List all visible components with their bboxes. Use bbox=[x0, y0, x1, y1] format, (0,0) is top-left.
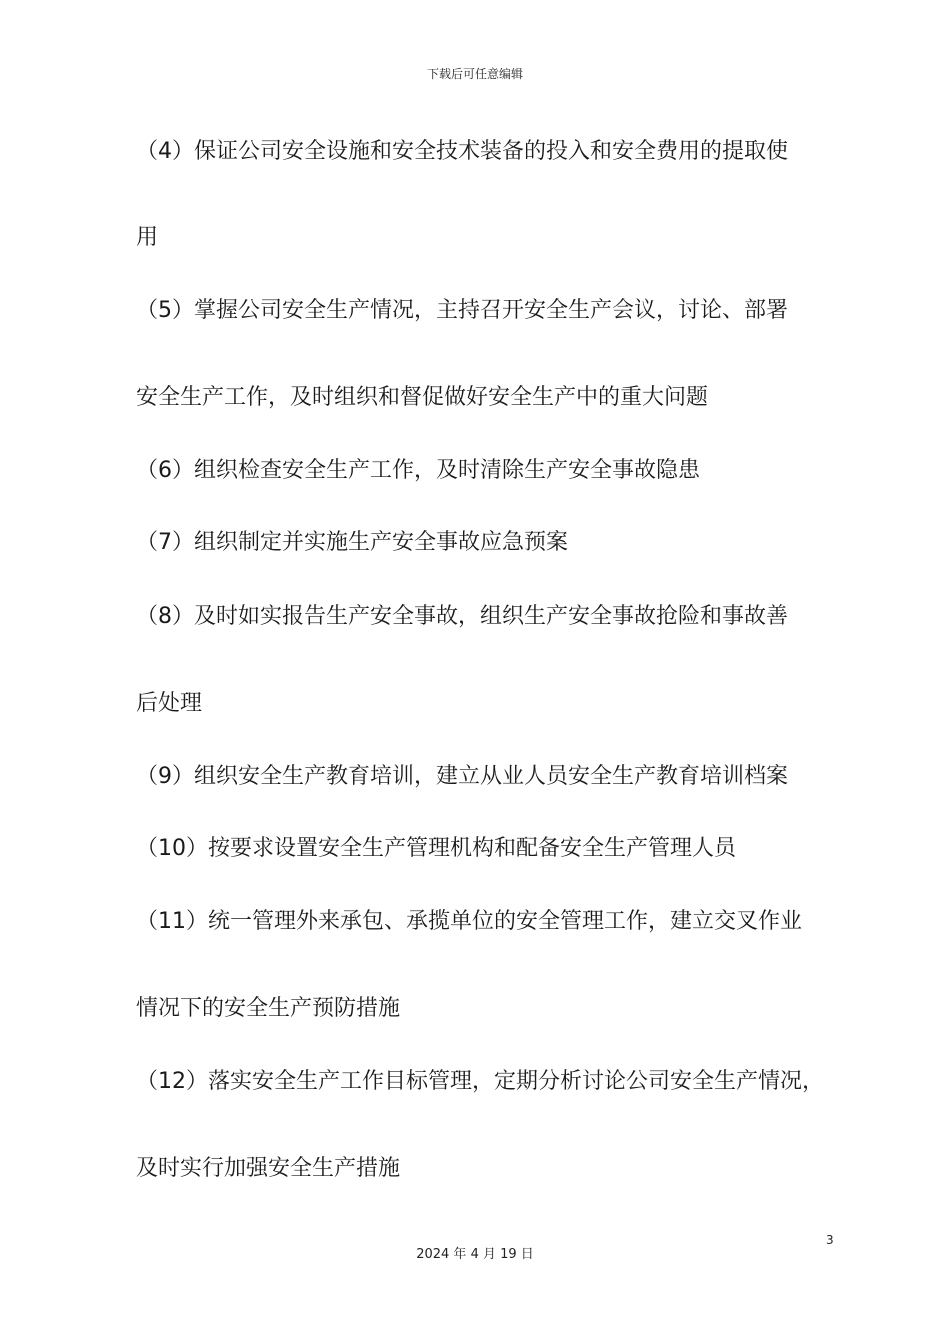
paragraph-line: （7）组织制定并实施生产安全事故应急预案 bbox=[136, 530, 568, 555]
paragraph-line: 用 bbox=[136, 225, 159, 250]
paragraph-line: （12）落实安全生产工作目标管理，定期分析讨论公司安全生产情况， bbox=[136, 1069, 824, 1094]
paragraph-line: 及时实行加强安全生产措施 bbox=[136, 1156, 401, 1181]
paragraph-line: （11）统一管理外来承包、承揽单位的安全管理工作，建立交叉作业 bbox=[136, 909, 802, 934]
paragraph-line: （4）保证公司安全设施和安全技术装备的投入和安全费用的提取使 bbox=[136, 139, 788, 164]
page-number: 3 bbox=[826, 1233, 834, 1247]
paragraph-line: （8）及时如实报告生产安全事故，组织生产安全事故抢险和事故善 bbox=[136, 604, 788, 629]
paragraph-line: 后处理 bbox=[136, 691, 203, 716]
paragraph-line: 安全生产工作，及时组织和督促做好安全生产中的重大问题 bbox=[136, 385, 709, 410]
header-note: 下载后可任意编辑 bbox=[426, 67, 523, 81]
paragraph-line: （6）组织检查安全生产工作，及时清除生产安全事故隐患 bbox=[136, 458, 700, 483]
paragraph-line: （5）掌握公司安全生产情况，主持召开安全生产会议，讨论、部署 bbox=[136, 298, 788, 323]
footer-date: 2024 年 4 月 19 日 bbox=[416, 1247, 534, 1262]
paragraph-line: （9）组织安全生产教育培训，建立从业人员安全生产教育培训档案 bbox=[136, 764, 788, 789]
paragraph-line: （10）按要求设置安全生产管理机构和配备安全生产管理人员 bbox=[136, 836, 736, 861]
paragraph-line: 情况下的安全生产预防措施 bbox=[136, 996, 401, 1021]
